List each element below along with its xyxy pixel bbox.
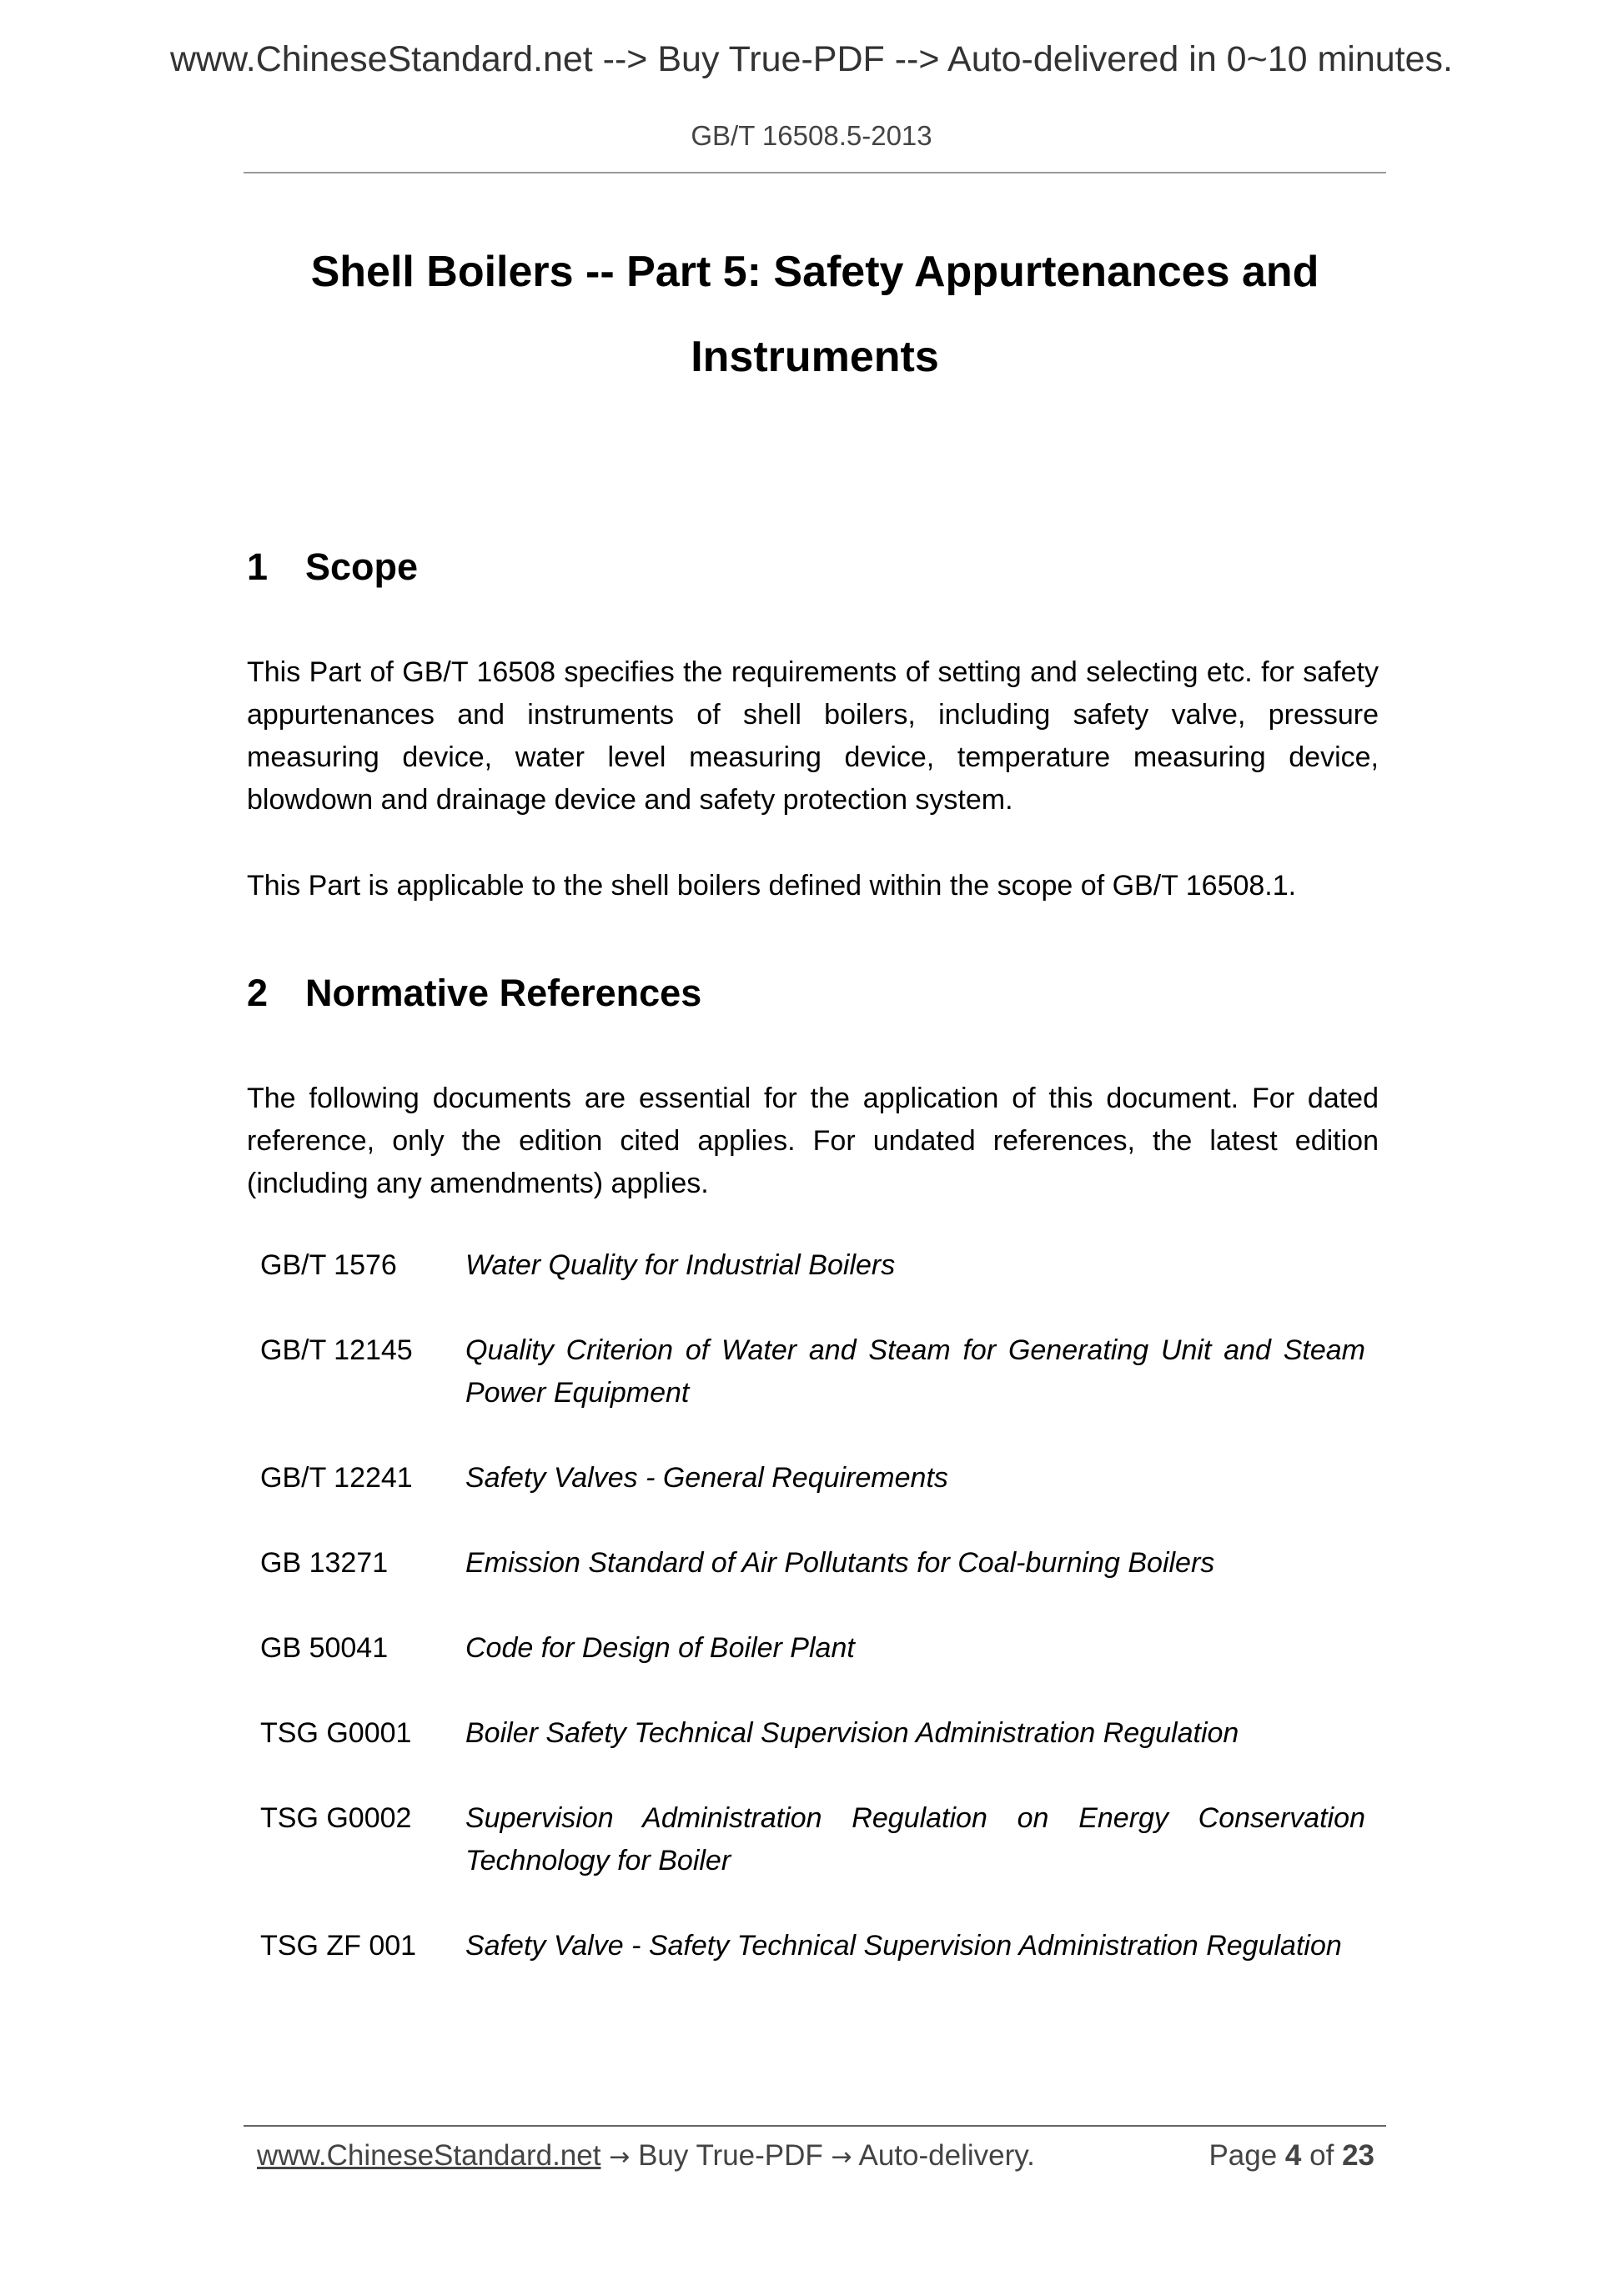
reference-title: Boiler Safety Technical Supervision Administration Regulation	[465, 1717, 1239, 1749]
right-arrow-icon: →	[831, 2143, 852, 2172]
reference-code: TSG G0001	[260, 1717, 412, 1749]
page-total: 23	[1342, 2139, 1374, 2172]
section-title: Scope	[305, 545, 419, 588]
reference-item	[260, 1457, 1365, 1500]
page-of-label: of	[1309, 2139, 1334, 2172]
footer-buy-text: Buy True-PDF	[638, 2139, 823, 2172]
reference-item	[260, 1244, 1365, 1287]
section-heading-scope	[247, 545, 419, 588]
reference-item	[260, 1797, 1365, 1882]
scope-paragraph-2: This Part is applicable to the shell boilers defined within the scope of GB/T 16508.1.	[247, 870, 1297, 902]
section-number: 1	[247, 545, 269, 588]
reference-code: GB/T 12145	[260, 1334, 413, 1366]
footer-divider	[244, 2125, 1386, 2127]
document-code: GB/T 16508.5-2013	[691, 120, 932, 151]
header-divider	[244, 172, 1386, 173]
reference-title: Emission Standard of Air Pollutants for Coal-burning Boilers	[465, 1547, 1215, 1579]
section-title: Normative References	[305, 972, 702, 1014]
reference-item	[260, 1925, 1365, 1967]
reference-item	[260, 1542, 1365, 1585]
section-heading-normative-references	[247, 974, 701, 1012]
page-current: 4	[1284, 2139, 1302, 2172]
right-arrow-icon: →	[609, 2143, 631, 2172]
reference-code: GB 50041	[260, 1632, 389, 1664]
reference-item	[260, 1712, 1365, 1755]
scope-paragraph-1: This Part of GB/T 16508 specifies the requirements of setting and selecting etc. for safety appurtenances and instruments of shell boilers, including safety valve, pressure measuring device, water level measuring device, temperature measuring device, blowdown and drainage device and safety protection system.	[247, 656, 1379, 816]
document-title: Shell Boilers -- Part 5: Safety Appurtenances and Instruments	[310, 248, 1319, 381]
reference-code: TSG ZF 001	[260, 1930, 417, 1962]
reference-title: Safety Valves - General Requirements	[465, 1462, 948, 1494]
reference-code: GB/T 12241	[260, 1462, 413, 1494]
reference-code: TSG G0002	[260, 1802, 412, 1834]
reference-title: Supervision Administration Regulation on Energy Conservation Technology for Boiler	[465, 1802, 1365, 1876]
reference-list	[260, 1244, 1365, 2010]
reference-title: Water Quality for Industrial Boilers	[465, 1249, 896, 1281]
reference-item	[260, 1627, 1365, 1670]
reference-title: Safety Valve - Safety Technical Supervision Administration Regulation	[465, 1930, 1342, 1962]
references-intro-paragraph: The following documents are essential for the application of this document. For dated reference, only the edition cited applies. For undated references, the latest edition (including any amendments) applies.	[247, 1083, 1379, 1199]
reference-code: GB/T 1576	[260, 1249, 397, 1281]
footer-delivery-text: Auto-delivery.	[858, 2139, 1035, 2172]
reference-title: Code for Design of Boiler Plant	[465, 1632, 855, 1664]
reference-title: Quality Criterion of Water and Steam for Generating Unit and Steam Power Equipment	[465, 1334, 1365, 1409]
footer-site-link[interactable]: www.ChineseStandard.net	[257, 2139, 601, 2172]
page-label: Page	[1208, 2139, 1278, 2172]
reference-item	[260, 1329, 1365, 1414]
section-number: 2	[247, 972, 269, 1014]
page-indicator	[1208, 2135, 1374, 2177]
reference-code: GB 13271	[260, 1547, 389, 1579]
page-footer	[257, 2135, 1374, 2178]
top-banner[interactable]: www.ChineseStandard.net --> Buy True-PDF --> Auto-delivered in 0~10 minutes.	[169, 39, 1453, 79]
